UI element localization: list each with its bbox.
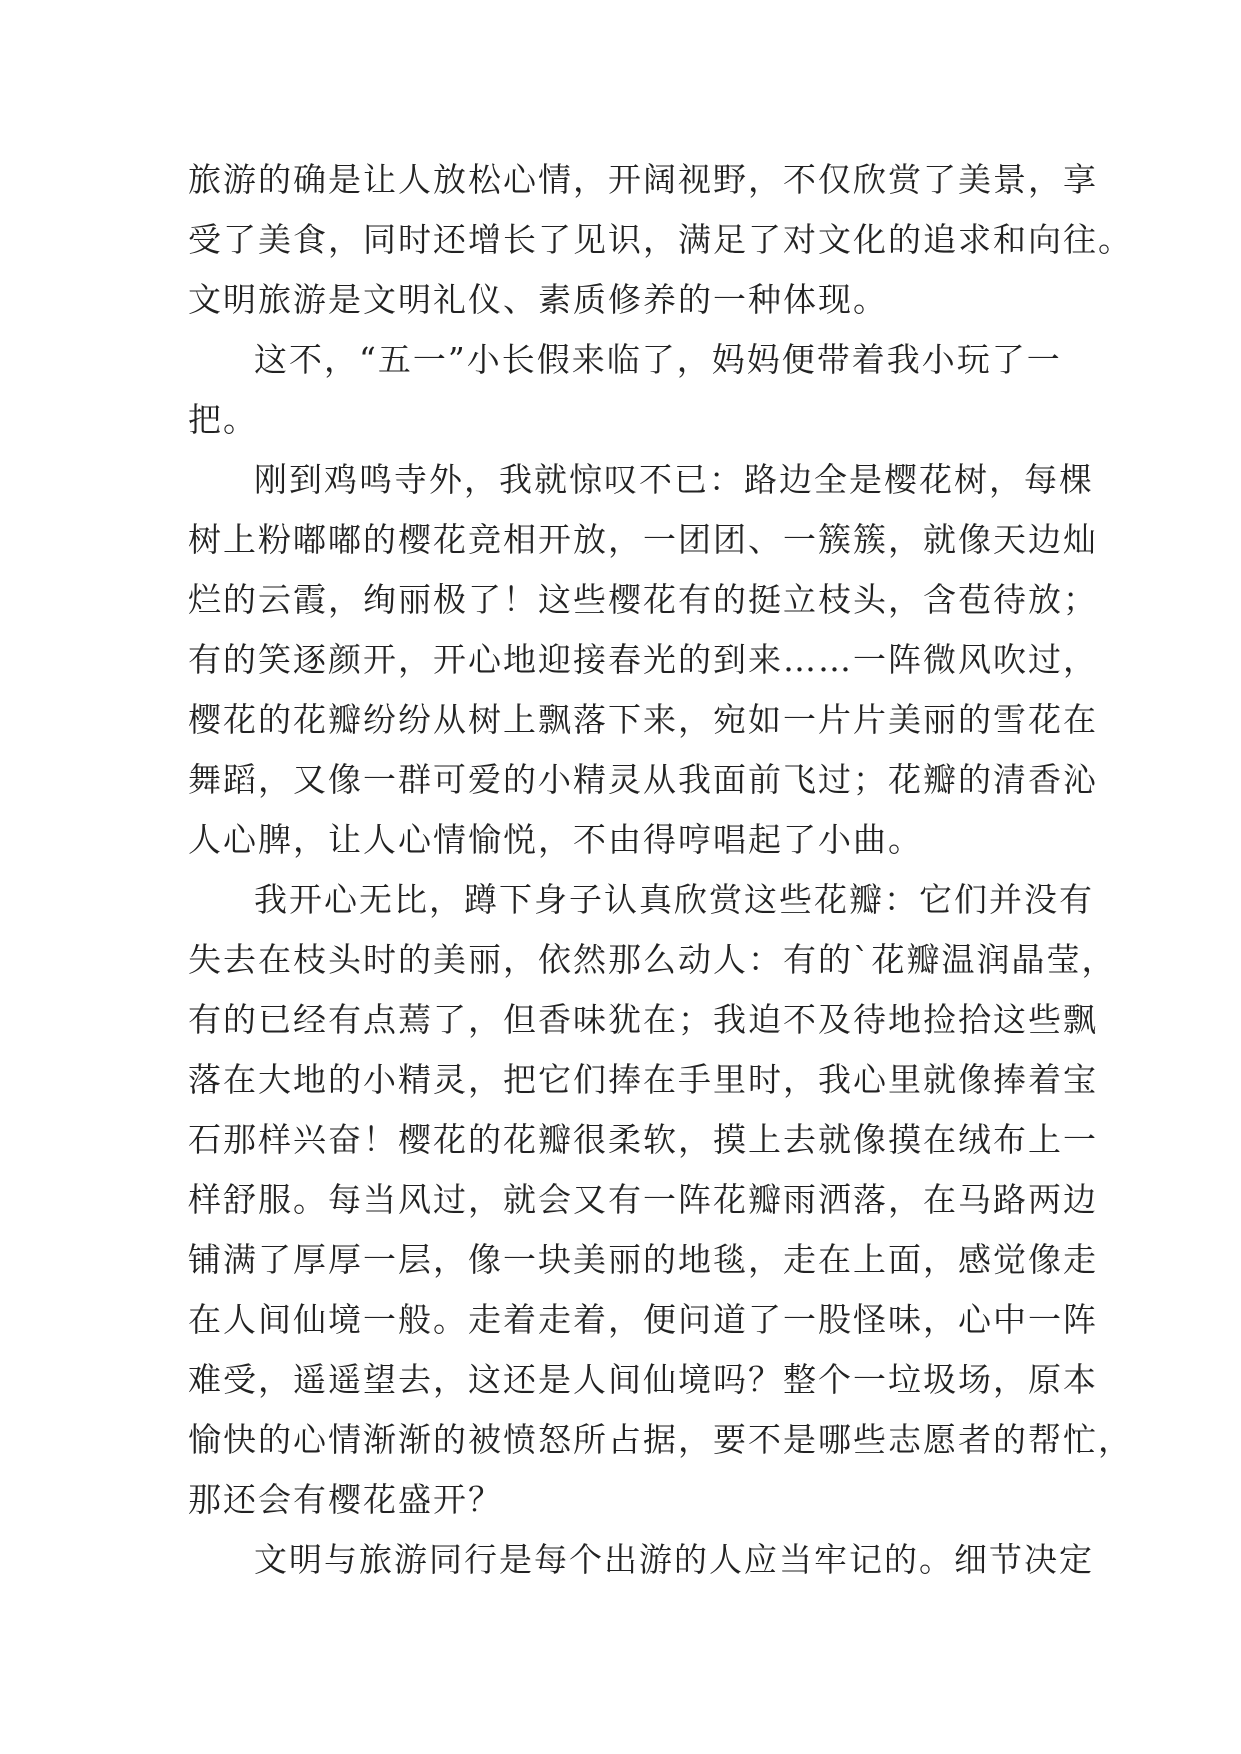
paragraph-start-line: 刚到鸡鸣寺外，我就惊叹不已：路边全是樱花树，每棵	[254, 460, 1094, 499]
body-text	[188, 150, 1133, 1590]
text-line: 树上粉嘟嘟的樱花竞相开放，一团团、一簇簇，就像天边灿	[188, 520, 1098, 559]
text-line: 在人间仙境一般。走着走着，便问道了一股怪味，心中一阵	[188, 1300, 1098, 1339]
paragraph-start-line: 我开心无比，蹲下身子认真欣赏这些花瓣：它们并没有	[254, 880, 1094, 919]
text-line: 有的已经有点蔫了，但香味犹在；我迫不及待地捡拾这些飘	[188, 1000, 1098, 1039]
text-line: 受了美食，同时还增长了见识，满足了对文化的追求和向往。	[188, 220, 1133, 259]
paragraph-start-line: 这不，“五一”小长假来临了，妈妈便带着我小玩了一	[254, 340, 1062, 379]
text-line: 失去在枝头时的美丽，依然那么动人：有的`花瓣温润晶莹，	[188, 940, 1117, 979]
text-line: 难受，遥遥望去，这还是人间仙境吗？整个一垃圾场，原本	[188, 1360, 1098, 1399]
text-line: 把。	[188, 400, 258, 439]
text-line: 落在大地的小精灵，把它们捧在手里时，我心里就像捧着宝	[188, 1060, 1098, 1099]
text-line: 有的笑逐颜开，开心地迎接春光的到来……一阵微风吹过，	[188, 640, 1098, 679]
text-line: 铺满了厚厚一层，像一块美丽的地毯，走在上面，感觉像走	[188, 1240, 1098, 1279]
paragraph-start-line: 文明与旅游同行是每个出游的人应当牢记的。细节决定	[254, 1540, 1094, 1579]
text-line: 旅游的确是让人放松心情，开阔视野，不仅欣赏了美景，享	[188, 160, 1098, 199]
text-line: 样舒服。每当风过，就会又有一阵花瓣雨洒落，在马路两边	[188, 1180, 1098, 1219]
text-line: 烂的云霞，绚丽极了！这些樱花有的挺立枝头，含苞待放；	[188, 580, 1098, 619]
text-line: 那还会有樱花盛开？	[188, 1480, 503, 1519]
text-line: 文明旅游是文明礼仪、素质修养的一种体现。	[188, 280, 888, 319]
text-line: 舞蹈，又像一群可爱的小精灵从我面前飞过；花瓣的清香沁	[188, 760, 1098, 799]
text-line: 樱花的花瓣纷纷从树上飘落下来，宛如一片片美丽的雪花在	[188, 700, 1098, 739]
text-line: 人心脾，让人心情愉悦，不由得哼唱起了小曲。	[188, 820, 923, 859]
text-line: 石那样兴奋！樱花的花瓣很柔软，摸上去就像摸在绒布上一	[188, 1120, 1098, 1159]
text-line: 愉快的心情渐渐的被愤怒所占据，要不是哪些志愿者的帮忙，	[188, 1420, 1133, 1459]
